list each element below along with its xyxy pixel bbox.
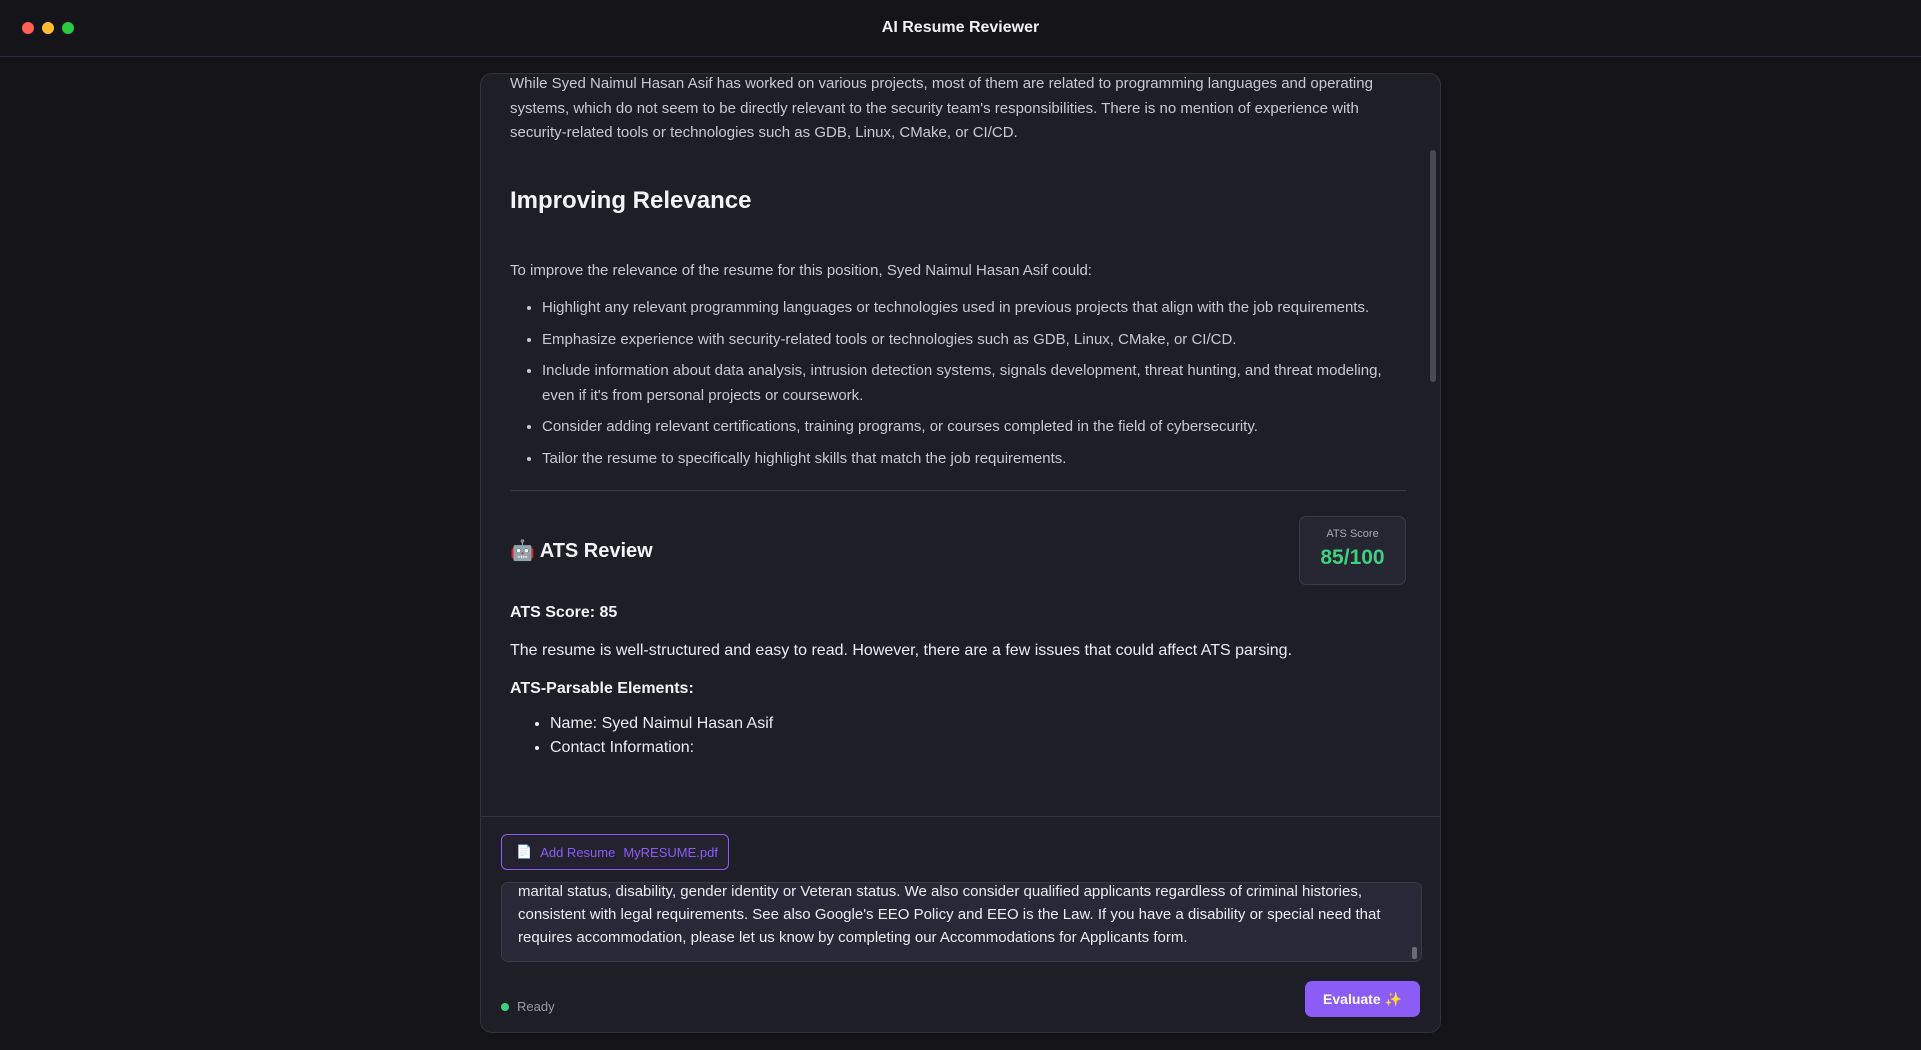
ats-score-label: ATS Score <box>1326 528 1379 540</box>
ats-summary: The resume is well-structured and easy to read. However, there are a few issues that could affect ATS parsing. <box>510 642 1293 659</box>
status-dot-icon <box>501 1003 509 1011</box>
input-panel <box>481 816 1440 1032</box>
list-item: • Highlight any relevant programming languages or technologies used in previous projects that align with the job requirements. <box>542 296 1406 321</box>
ats-score-badge <box>1299 516 1406 585</box>
list-item: • Include information about data analysis, intrusion detection systems, signals development, threat hunting, and threat modeling, even if it's from personal projects or coursework. <box>542 359 1406 408</box>
maximize-window-button[interactable] <box>62 22 74 34</box>
ats-review-heading <box>510 538 653 563</box>
divider <box>510 490 1406 491</box>
evaluate-button[interactable]: Evaluate ✨ <box>1305 981 1420 1017</box>
list-item: • Name: Syed Naimul Hasan Asif <box>550 712 1406 736</box>
status-text: Ready <box>517 999 555 1014</box>
review-card <box>480 73 1441 1033</box>
improvement-list <box>542 296 1406 471</box>
document-icon: 📄 <box>516 844 533 859</box>
close-window-button[interactable] <box>22 22 34 34</box>
ats-score-value: 85/100 <box>1320 546 1385 569</box>
add-resume-label: Add Resume <box>540 844 616 860</box>
ats-review-title: ATS Review <box>539 540 653 562</box>
title-bar <box>0 0 1921 57</box>
window-title: AI Resume Reviewer <box>881 19 1040 36</box>
resume-file-name: MyRESUME.pdf <box>623 844 718 860</box>
list-item: • Consider adding relevant certifications, training programs, or courses completed in the field of cybersecurity. <box>542 415 1406 440</box>
scrollbar[interactable] <box>1430 150 1436 382</box>
add-resume-button[interactable] <box>501 834 729 870</box>
parsable-list <box>550 712 1406 760</box>
review-output[interactable] <box>481 74 1440 816</box>
job-description-text: marital status, disability, gender identity or Veteran status. We also consider qualified applicants regardless of criminal histories, consistent with legal requirements. See also Google's EEO Policy and EEO is the Law. If you have a disability or special need that requires accommodation, please let us know by completing our Accommodations for Applicants form. <box>518 883 1381 946</box>
list-item: • Emphasize experience with security-related tools or technologies such as GDB, Linux, CMake, or CI/CD. <box>542 328 1406 353</box>
job-description-input[interactable] <box>501 882 1422 962</box>
list-item: • Contact Information: <box>550 736 1406 760</box>
robot-icon: 🤖 <box>510 540 535 562</box>
minimize-window-button[interactable] <box>42 22 54 34</box>
relevance-paragraph: While Syed Naimul Hasan Asif has worked on various projects, most of them are related to programming languages and operating systems, which do not seem to be directly relevant to the security team's responsibilities. There is no mention of experience with security-related tools or technologies such as GDB, Linux, CMake, or CI/CD. <box>510 75 1373 141</box>
status-indicator <box>501 999 555 1014</box>
improving-relevance-heading: Improving Relevance <box>510 186 752 214</box>
list-item: • Tailor the resume to specifically highlight skills that match the job requirements. <box>542 447 1406 472</box>
improving-lead: To improve the relevance of the resume for this position, Syed Naimul Hasan Asif could: <box>510 261 1092 279</box>
ats-score-line: ATS Score: 85 <box>510 604 618 621</box>
parsable-heading: ATS-Parsable Elements: <box>510 680 694 697</box>
textarea-scrollbar[interactable] <box>1412 947 1417 959</box>
